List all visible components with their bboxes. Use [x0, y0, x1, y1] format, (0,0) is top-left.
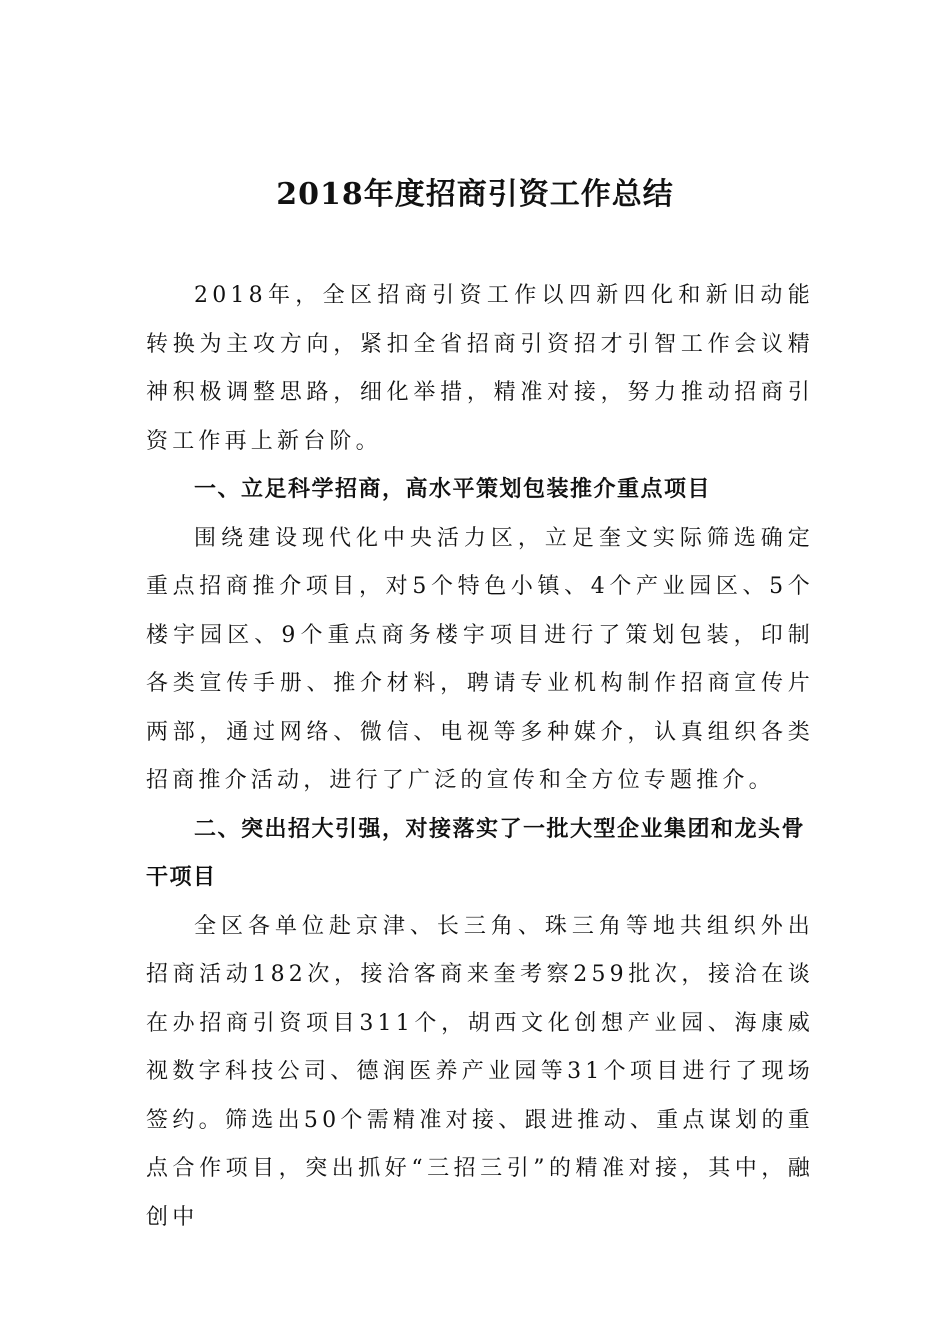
document-title: 2018年度招商引资工作总结 — [276, 177, 674, 212]
intro-paragraph: 2018年，全区招商引资工作以四新四化和新旧动能转换为主攻方向，紧扣全省招商引资招才引智工作会议精神积极调整思路，细化举措，精准对接，努力推动招商引资工作再上新台阶。 — [146, 283, 814, 454]
document-body — [146, 272, 814, 1242]
section-2-paragraph: 全区各单位赴京津、长三角、珠三角等地共组织外出招商活动182次，接洽客商来奎考察259批次，接洽在谈在办招商引资项目311个，胡西文化创想产业园、海康威视数字科技公司、德润医养产业园等31个项目进行了现场签约。筛选出50个需精准对接、跟进推动、重点谋划的重点合作项目，突出抓好“三招三引”的精准对接，其中，融创中 — [146, 913, 814, 1230]
section-heading-2: 二、突出招大引强，对接落实了一批大型企业集团和龙头骨干项目 — [146, 816, 806, 890]
section-1-paragraph: 围绕建设现代化中央活力区，立足奎文实际筛选确定重点招商推介项目，对5个特色小镇、4个产业园区、5个楼宇园区、9个重点商务楼宇项目进行了策划包装，印制各类宣传手册、推介材料，聘请专业机构制作招商宣传片两部，通过网络、微信、电视等多种媒介，认真组织各类招商推介活动，进行了广泛的宣传和全方位专题推介。 — [146, 525, 814, 793]
section-heading-1: 一、立足科学招商，高水平策划包装推介重点项目 — [194, 477, 712, 502]
